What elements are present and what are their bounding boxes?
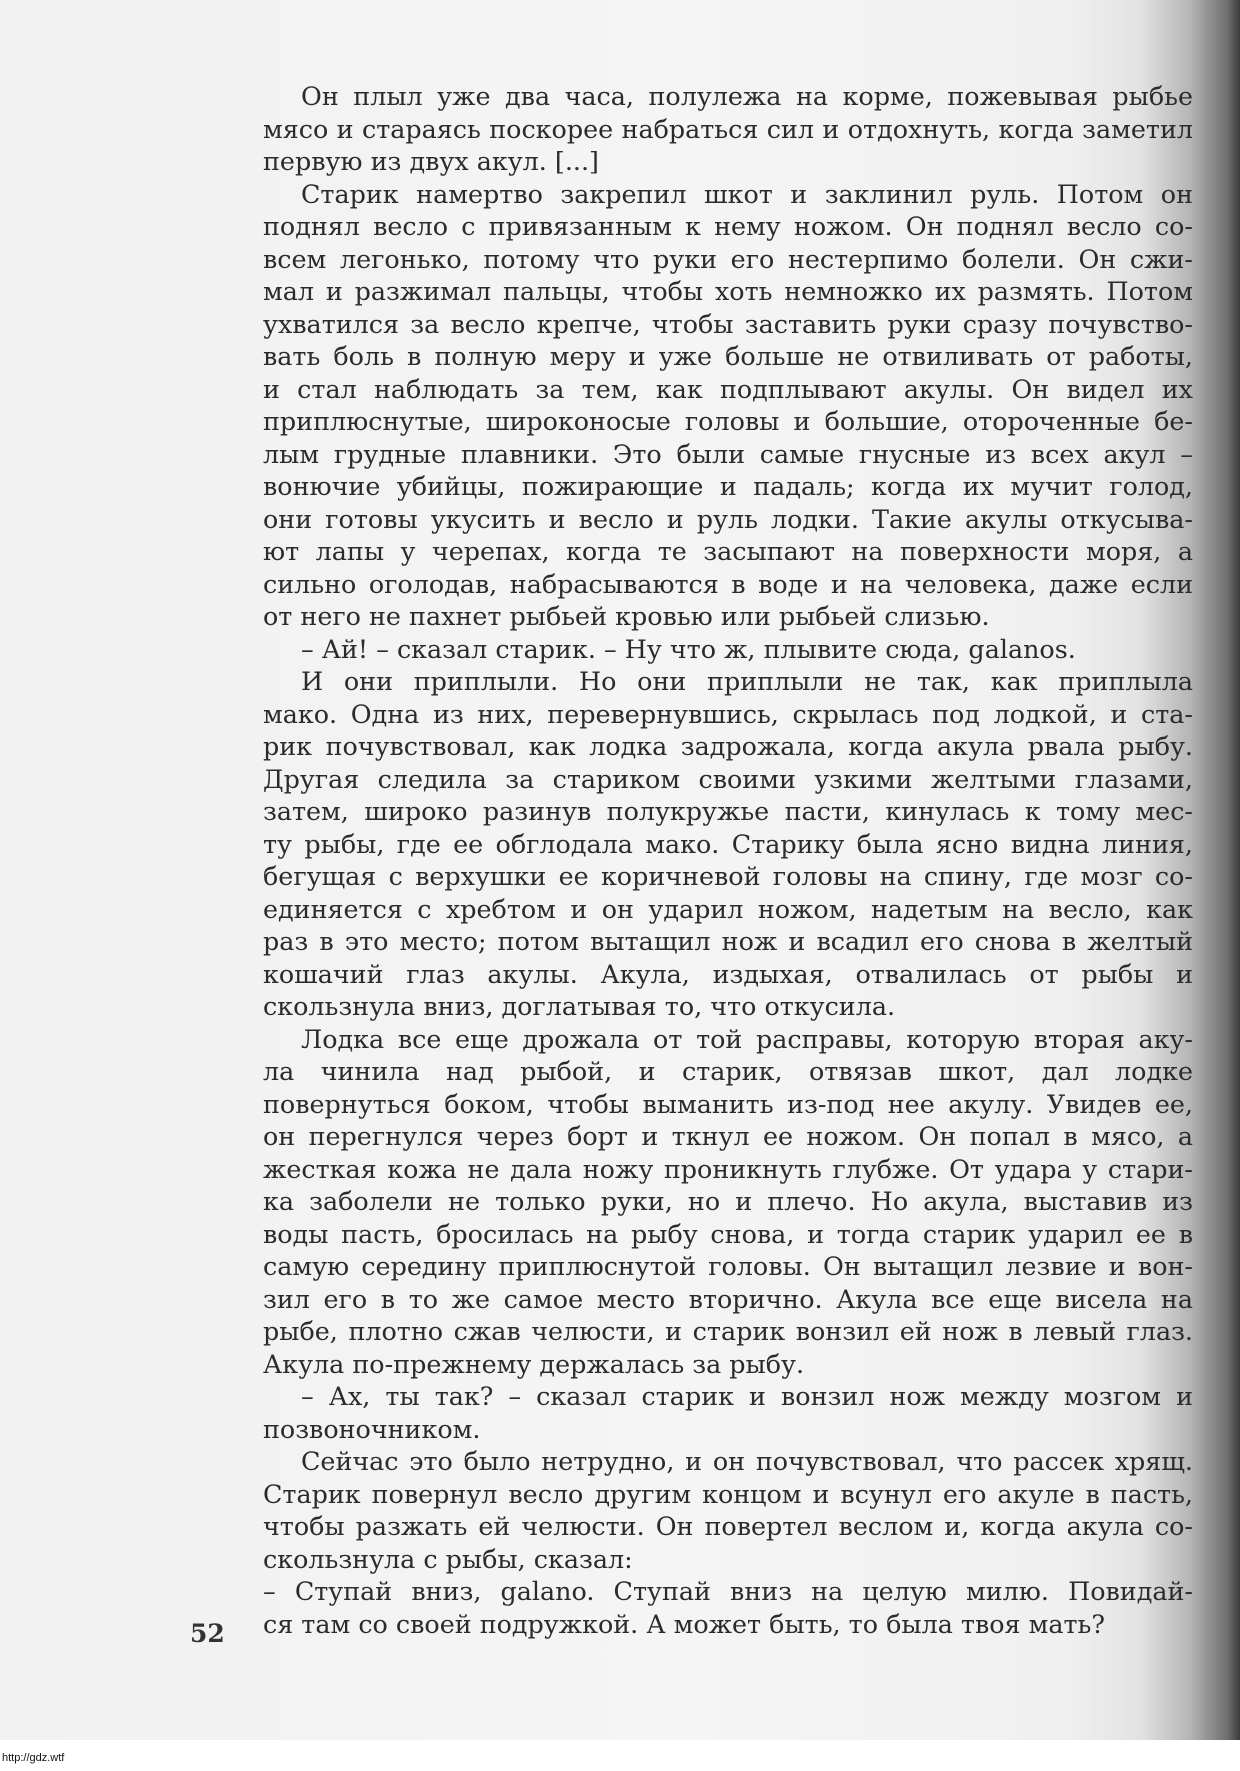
text-line: рыбе, плотно сжав челюсти, и старик вонзил ей нож в левый глаз. [263,1316,1193,1346]
text-line: вать боль в полную меру и уже больше не отвиливать от работы, [263,341,1193,371]
text-line: приплюснутые, широконосые головы и большие, отороченные бе- [263,406,1193,436]
text-line: мако. Одна из них, перевернувшись, скрылась под лодкой, и ста- [263,698,1193,729]
text-line: кошачий глаз акулы. Акула, издыхая, отвалилась от рыбы и [263,958,1193,989]
text-line: ся там со своей подружкой. А может быть, то была твоя мать? [263,1608,1105,1639]
text-line: воды пасть, бросилась на рыбу снова, и тогда старик ударил ее в [263,1218,1193,1249]
text-line: Старик повернул весло другим концом и всунул его акуле в пасть, [263,1478,1193,1509]
page-number: 52 [190,1619,225,1648]
text-line: ухватился за весло крепче, чтобы заставить руки сразу почувство- [263,308,1193,339]
text-line: мал и разжимал пальцы, чтобы хоть немножко их размять. Потом [263,276,1193,306]
text-line: первую из двух акул. [...] [263,146,599,176]
text-line: позвоночником. [263,1413,481,1444]
text-line: вонючие убийцы, пожирающие и падаль; когда их мучит голод, [263,471,1193,501]
text-line: лым грудные плавники. Это были самые гнусные из всех акул – [263,438,1193,469]
text-line: от него не пахнет рыбьей кровью или рыбьей слизью. [263,601,990,631]
text-line: рик почувствовал, как лодка задрожала, когда акула рвала рыбу. [263,731,1193,761]
text-line: бегущая с верхушки ее коричневой головы на спину, где мозг со- [263,861,1193,891]
text-line: он перегнулся через борт и ткнул ее ножом. Он попал в мясо, а [263,1121,1193,1151]
text-line: мясо и стараясь поскорее набраться сил и отдохнуть, когда заметил [263,113,1193,144]
text-line: чтобы разжать ей челюсти. Он повертел веслом и, когда акула со- [263,1511,1193,1541]
text-line: жесткая кожа не дала ножу проникнуть глубже. От удара у стари- [263,1153,1193,1184]
text-line: ла чинила над рыбой, и старик, отвязав шкот, дал лодке [263,1056,1193,1086]
text-line: Сейчас это было нетрудно, и он почувствовал, что рассек хрящ. [301,1446,1193,1476]
text-line: Другая следила за стариком своими узкими желтыми глазами, [263,763,1193,794]
dialogue-line: – Ступай вниз, galano. Ступай вниз на целую милю. Повидай- [263,1576,1193,1606]
text-line: и стал наблюдать за тем, как подплывают акулы. Он видел их [263,373,1193,404]
text-line: скользнула вниз, доглатывая то, что откусила. [263,991,896,1021]
text-line: ют лапы у черепах, когда те засыпают на поверхности моря, а [263,536,1193,566]
text-line: сильно оголодав, набрасываются в воде и на человека, даже если [263,568,1193,599]
text-line: Старик намертво закрепил шкот и заклинил руль. Потом он [301,178,1193,209]
text-line: всем легонько, потому что руки его нестерпимо болели. Он сжи- [263,243,1193,274]
text-line: повернуться боком, чтобы выманить из-под нее акулу. Увидев ее, [263,1088,1193,1119]
text-line: самую середину приплюснутой головы. Он вытащил лезвие и вон- [263,1251,1193,1281]
dialogue-line: – Ах, ты так? – сказал старик и вонзил нож между мозгом и [301,1381,1193,1411]
text-line: скользнула с рыбы, сказал: [263,1543,633,1574]
text-line: они готовы укусить и весло и руль лодки. Такие акулы откусыва- [263,503,1193,534]
text-line: поднял весло с привязанным к нему ножом. Он поднял весло со- [263,211,1193,241]
text-line: зил его в то же самое место вторично. Акула все еще висела на [263,1283,1193,1314]
text-line: единяется с хребтом и он ударил ножом, надетым на весло, как [263,893,1193,924]
text-line: Лодка все еще дрожала от той расправы, которую вторая аку- [301,1023,1193,1054]
text-line: И они приплыли. Но они приплыли не так, как приплыла [301,666,1193,696]
text-line: Акула по-прежнему держалась за рыбу. [263,1348,805,1379]
text-line: Он плыл уже два часа, полулежа на корме, пожевывая рыбье [301,81,1193,111]
text-line: затем, широко разинув полукружье пасти, кинулась к тому мес- [263,796,1193,826]
text-line: ка заболели не только руки, но и плечо. Но акула, выставив из [263,1186,1193,1216]
text-line: раз в это место; потом вытащил нож и всадил его снова в желтый [263,926,1193,956]
dialogue-line: – Ай! – сказал старик. – Ну что ж, плывите сюда, galanos. [301,633,1076,664]
text-line: ту рыбы, где ее обглодала мако. Старику была ясно видна линия, [263,828,1193,859]
page-text [263,80,1193,1640]
source-url: http://gdz.wtf [2,1752,65,1764]
